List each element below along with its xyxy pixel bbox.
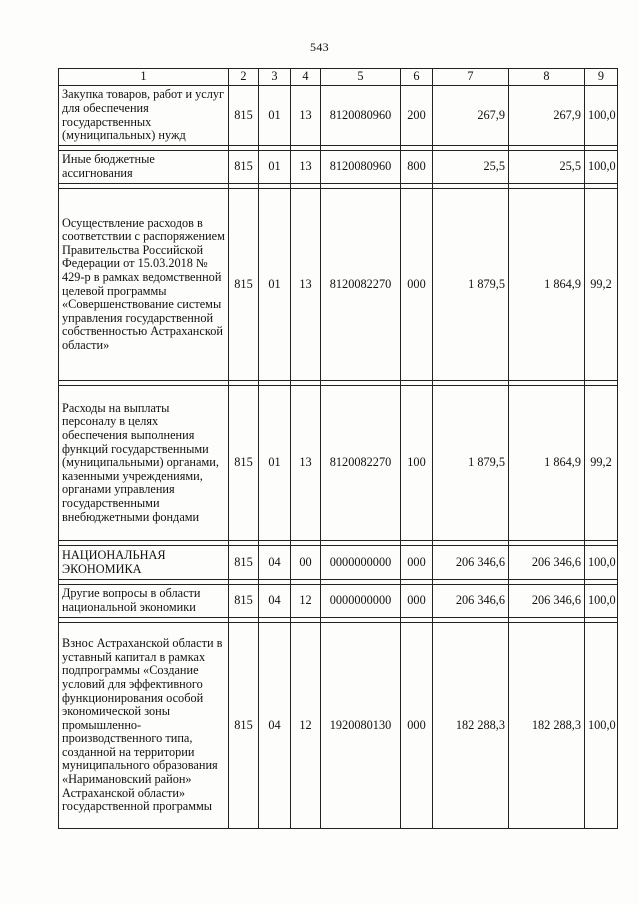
planned-amount-cell: 25,5: [433, 151, 509, 184]
table-row: [59, 386, 618, 541]
section-cell: 01: [259, 386, 291, 541]
column-header: 8: [509, 69, 585, 86]
budget-table: [58, 68, 618, 829]
ministry-code-cell: 815: [229, 546, 259, 580]
subsection-cell: 13: [291, 386, 321, 541]
expense-type-cell: 000: [401, 189, 433, 381]
planned-amount-cell: 1 879,5: [433, 386, 509, 541]
column-header: 9: [585, 69, 618, 86]
planned-amount-cell: 267,9: [433, 86, 509, 146]
subsection-cell: 13: [291, 86, 321, 146]
percent-cell: 100,0: [585, 546, 618, 580]
percent-cell: 99,2: [585, 189, 618, 381]
ministry-code-cell: 815: [229, 386, 259, 541]
target-article-cell: 8120080960: [321, 151, 401, 184]
ministry-code-cell: 815: [229, 585, 259, 618]
executed-amount-cell: 206 346,6: [509, 546, 585, 580]
subsection-cell: 12: [291, 585, 321, 618]
target-article-cell: 0000000000: [321, 546, 401, 580]
executed-amount-cell: 182 288,3: [509, 623, 585, 829]
table-row: [59, 546, 618, 580]
table-row: [59, 585, 618, 618]
percent-cell: 100,0: [585, 585, 618, 618]
section-cell: 04: [259, 623, 291, 829]
column-header: 4: [291, 69, 321, 86]
expense-type-cell: 000: [401, 546, 433, 580]
expense-type-cell: 800: [401, 151, 433, 184]
expense-type-cell: 100: [401, 386, 433, 541]
planned-amount-cell: 182 288,3: [433, 623, 509, 829]
target-article-cell: 0000000000: [321, 585, 401, 618]
table-row: [59, 189, 618, 381]
target-article-cell: 8120082270: [321, 386, 401, 541]
table-row: [59, 151, 618, 184]
column-header: 2: [229, 69, 259, 86]
column-header: 3: [259, 69, 291, 86]
column-number-row: [59, 69, 618, 86]
subsection-cell: 00: [291, 546, 321, 580]
ministry-code-cell: 815: [229, 623, 259, 829]
target-article-cell: 8120080960: [321, 86, 401, 146]
expense-name-cell: Осуществление расходов в соответствии с распоряжением Правительства Российской Федерации от 15.03.2018 № 429-р в рамках ведомственной целевой программы «Совершенствование системы управления государственной собственностью Астраханской области»: [59, 189, 229, 381]
executed-amount-cell: 267,9: [509, 86, 585, 146]
target-article-cell: 8120082270: [321, 189, 401, 381]
expense-name-cell: Другие вопросы в области национальной экономики: [59, 585, 229, 618]
planned-amount-cell: 206 346,6: [433, 546, 509, 580]
expense-name-cell: Расходы на выплаты персоналу в целях обеспечения выполнения функций государственными (муниципальными) органами, казенными учреждениями, органами управления государственными внебюджетными фондами: [59, 386, 229, 541]
section-cell: 01: [259, 151, 291, 184]
expense-name-cell: Закупка товаров, работ и услуг для обеспечения государственных (муниципальных) нужд: [59, 86, 229, 146]
ministry-code-cell: 815: [229, 151, 259, 184]
executed-amount-cell: 1 864,9: [509, 189, 585, 381]
ministry-code-cell: 815: [229, 86, 259, 146]
subsection-cell: 13: [291, 151, 321, 184]
percent-cell: 100,0: [585, 151, 618, 184]
subsection-cell: 13: [291, 189, 321, 381]
column-header: 5: [321, 69, 401, 86]
expense-type-cell: 000: [401, 623, 433, 829]
executed-amount-cell: 206 346,6: [509, 585, 585, 618]
target-article-cell: 1920080130: [321, 623, 401, 829]
planned-amount-cell: 206 346,6: [433, 585, 509, 618]
subsection-cell: 12: [291, 623, 321, 829]
ministry-code-cell: 815: [229, 189, 259, 381]
table-row: [59, 86, 618, 146]
executed-amount-cell: 25,5: [509, 151, 585, 184]
expense-name-cell: Иные бюджетные ассигнования: [59, 151, 229, 184]
table-row: [59, 623, 618, 829]
section-cell: 01: [259, 86, 291, 146]
expense-name-cell: НАЦИОНАЛЬНАЯ ЭКОНОМИКА: [59, 546, 229, 580]
section-cell: 04: [259, 546, 291, 580]
planned-amount-cell: 1 879,5: [433, 189, 509, 381]
executed-amount-cell: 1 864,9: [509, 386, 585, 541]
expense-type-cell: 200: [401, 86, 433, 146]
percent-cell: 100,0: [585, 86, 618, 146]
column-header: 1: [59, 69, 229, 86]
section-cell: 01: [259, 189, 291, 381]
column-header: 7: [433, 69, 509, 86]
page-number: 543: [310, 40, 329, 54]
column-header: 6: [401, 69, 433, 86]
percent-cell: 100,0: [585, 623, 618, 829]
expense-type-cell: 000: [401, 585, 433, 618]
percent-cell: 99,2: [585, 386, 618, 541]
section-cell: 04: [259, 585, 291, 618]
expense-name-cell: Взнос Астраханской области в уставный капитал в рамках подпрограммы «Создание условий для эффективного функционирования особой экономической зоны промышленно-производственного типа, созданной на территории муниципального образования «Наримановский район» Астраханской области» государственной программы: [59, 623, 229, 829]
